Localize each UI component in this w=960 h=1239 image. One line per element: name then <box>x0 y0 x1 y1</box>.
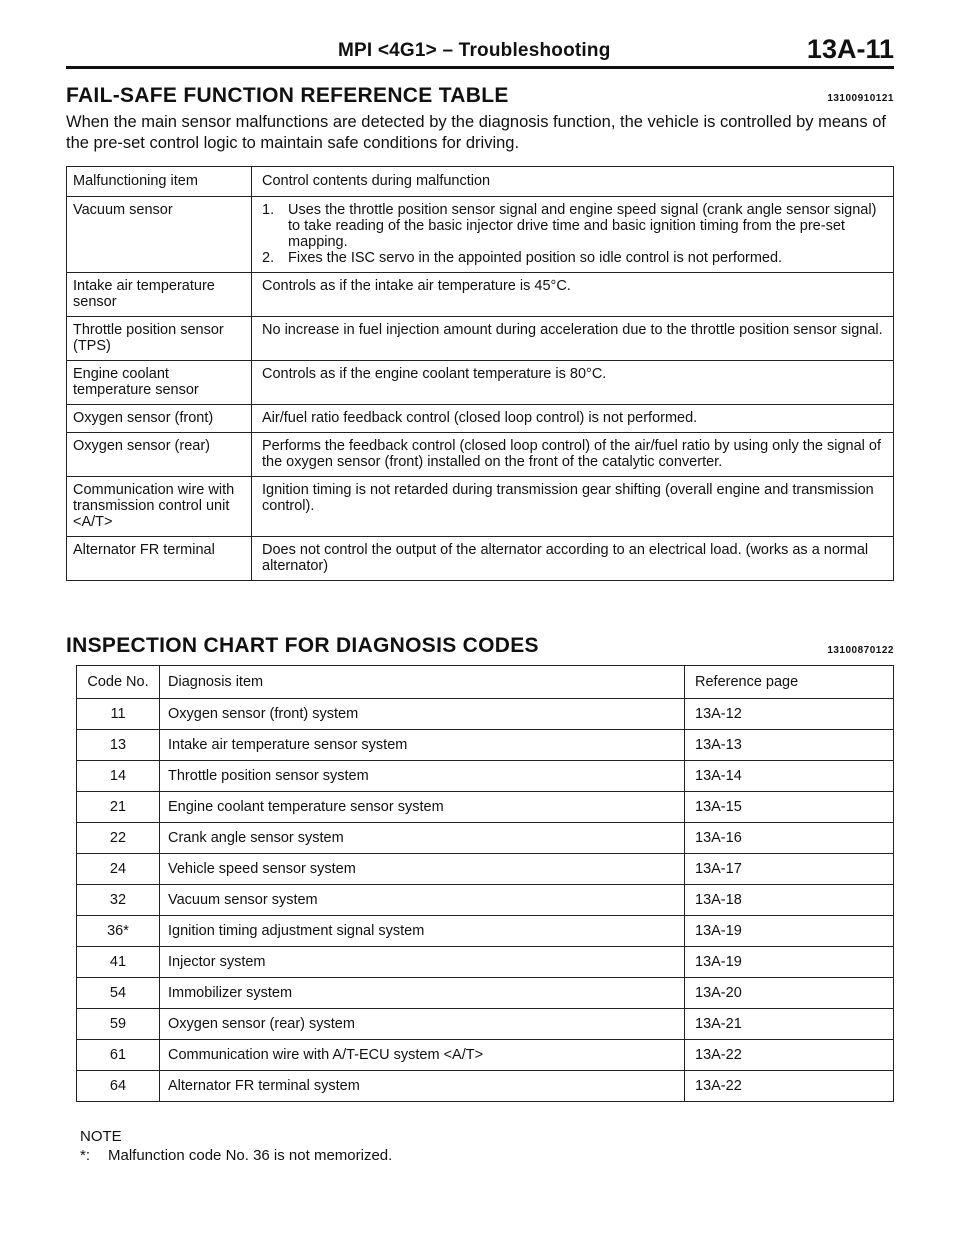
control-steps <box>262 202 885 266</box>
code-cell: 22 <box>77 823 160 854</box>
table-row <box>67 197 894 273</box>
diagnosis-item-cell: Engine coolant temperature sensor system <box>160 792 685 823</box>
diagnosis-item-cell: Alternator FR terminal system <box>160 1071 685 1102</box>
malfunction-item: Oxygen sensor (front) <box>67 405 252 433</box>
diagnosis-item-cell: Oxygen sensor (rear) system <box>160 1009 685 1040</box>
table-row <box>77 978 894 1009</box>
control-contents: Ignition timing is not retarded during transmission gear shifting (overall engine and transmission control). <box>252 477 894 537</box>
table-row <box>77 854 894 885</box>
reference-page-cell: 13A-13 <box>685 730 894 761</box>
diagnosis-item-cell: Immobilizer system <box>160 978 685 1009</box>
code-cell: 32 <box>77 885 160 916</box>
control-step <box>262 250 885 266</box>
malfunction-item: Intake air temperature sensor <box>67 273 252 317</box>
diagnosis-item-cell: Ignition timing adjustment signal system <box>160 916 685 947</box>
reference-page-cell: 13A-19 <box>685 916 894 947</box>
diagnosis-item-cell: Intake air temperature sensor system <box>160 730 685 761</box>
control-contents: Controls as if the engine coolant temperature is 80°C. <box>252 361 894 405</box>
page-header <box>66 34 894 69</box>
step-text: Fixes the ISC servo in the appointed position so idle control is not performed. <box>288 250 783 266</box>
column-header: Code No. <box>77 666 160 699</box>
table-row <box>77 761 894 792</box>
reference-page-cell: 13A-19 <box>685 947 894 978</box>
reference-page-cell: 13A-18 <box>685 885 894 916</box>
malfunction-item: Vacuum sensor <box>67 197 252 273</box>
malfunction-item: Alternator FR terminal <box>67 537 252 581</box>
diagnosis-item-cell: Injector system <box>160 947 685 978</box>
note-label: NOTE <box>80 1128 122 1145</box>
table-row <box>77 823 894 854</box>
reference-page-cell: 13A-20 <box>685 978 894 1009</box>
diagnosis-item-cell: Vacuum sensor system <box>160 885 685 916</box>
note-line <box>80 1146 392 1165</box>
column-header: Diagnosis item <box>160 666 685 699</box>
table-row <box>67 317 894 361</box>
code-cell: 21 <box>77 792 160 823</box>
table-row <box>77 1071 894 1102</box>
malfunction-item: Engine coolant temperature sensor <box>67 361 252 405</box>
diagnosis-item-cell: Oxygen sensor (front) system <box>160 699 685 730</box>
table-row <box>67 477 894 537</box>
note-block <box>80 1127 392 1165</box>
code-cell: 61 <box>77 1040 160 1071</box>
table-header-row <box>77 666 894 699</box>
code-cell: 54 <box>77 978 160 1009</box>
table-row <box>67 273 894 317</box>
table-row <box>67 405 894 433</box>
table-row <box>77 730 894 761</box>
column-header: Malfunctioning item <box>67 167 252 197</box>
diagnosis-item-cell: Throttle position sensor system <box>160 761 685 792</box>
reference-page-cell: 13A-22 <box>685 1040 894 1071</box>
control-contents: Performs the feedback control (closed loop control) of the air/fuel ratio by using only the signal of the oxygen sensor (front) installed on the front of the catalytic converter. <box>252 433 894 477</box>
malfunction-item: Oxygen sensor (rear) <box>67 433 252 477</box>
code-cell: 41 <box>77 947 160 978</box>
malfunction-item: Throttle position sensor (TPS) <box>67 317 252 361</box>
code-cell: 24 <box>77 854 160 885</box>
table-row <box>77 1040 894 1071</box>
step-text: Uses the throttle position sensor signal and engine speed signal (crank angle sensor signal) to take reading of the basic injector drive time and basic ignition timing from the pre-set mapping. <box>288 202 877 250</box>
code-cell: 13 <box>77 730 160 761</box>
column-header: Control contents during malfunction <box>252 167 894 197</box>
reference-page-cell: 13A-14 <box>685 761 894 792</box>
control-contents: No increase in fuel injection amount during acceleration due to the throttle position sensor signal. <box>252 317 894 361</box>
failsafe-code: 13100910121 <box>827 93 894 104</box>
failsafe-table <box>66 166 894 581</box>
malfunction-item: Communication wire with transmission control unit <A/T> <box>67 477 252 537</box>
table-row <box>77 885 894 916</box>
table-row <box>77 792 894 823</box>
reference-page-cell: 13A-22 <box>685 1071 894 1102</box>
control-contents <box>252 197 894 273</box>
control-contents: Controls as if the intake air temperature is 45°C. <box>252 273 894 317</box>
diagnosis-item-cell: Vehicle speed sensor system <box>160 854 685 885</box>
code-cell: 59 <box>77 1009 160 1040</box>
control-step <box>262 202 885 250</box>
reference-page-cell: 13A-17 <box>685 854 894 885</box>
code-cell: 14 <box>77 761 160 792</box>
reference-page-cell: 13A-12 <box>685 699 894 730</box>
page-title: MPI <4G1> – Troubleshooting <box>338 40 611 61</box>
table-row <box>67 433 894 477</box>
reference-page-cell: 13A-21 <box>685 1009 894 1040</box>
step-number: 2. <box>262 250 275 266</box>
table-row <box>67 537 894 581</box>
code-cell: 36* <box>77 916 160 947</box>
table-row <box>77 947 894 978</box>
diagnosis-item-cell: Crank angle sensor system <box>160 823 685 854</box>
table-row <box>77 1009 894 1040</box>
failsafe-intro: When the main sensor malfunctions are detected by the diagnosis function, the vehicle is controlled by means of the pre-set control logic to maintain safe conditions for driving. <box>66 113 886 152</box>
inspection-code: 13100870122 <box>827 645 894 656</box>
table-header-row <box>67 167 894 197</box>
diagnosis-code-table <box>76 665 894 1102</box>
inspection-title: INSPECTION CHART FOR DIAGNOSIS CODES <box>66 634 539 657</box>
code-cell: 11 <box>77 699 160 730</box>
reference-page-cell: 13A-16 <box>685 823 894 854</box>
table-row <box>77 916 894 947</box>
note-text: Malfunction code No. 36 is not memorized. <box>108 1147 393 1164</box>
note-marker: *: <box>80 1147 91 1164</box>
reference-page-cell: 13A-15 <box>685 792 894 823</box>
page-number: 13A-11 <box>806 34 894 64</box>
table-row <box>77 699 894 730</box>
step-number: 1. <box>262 202 275 218</box>
table-row <box>67 361 894 405</box>
diagnosis-item-cell: Communication wire with A/T-ECU system <A/T> <box>160 1040 685 1071</box>
failsafe-title: FAIL-SAFE FUNCTION REFERENCE TABLE <box>66 84 509 107</box>
control-contents: Air/fuel ratio feedback control (closed loop control) is not performed. <box>252 405 894 433</box>
code-cell: 64 <box>77 1071 160 1102</box>
control-contents: Does not control the output of the alternator according to an electrical load. (works as a normal alternator) <box>252 537 894 581</box>
column-header: Reference page <box>685 666 894 699</box>
